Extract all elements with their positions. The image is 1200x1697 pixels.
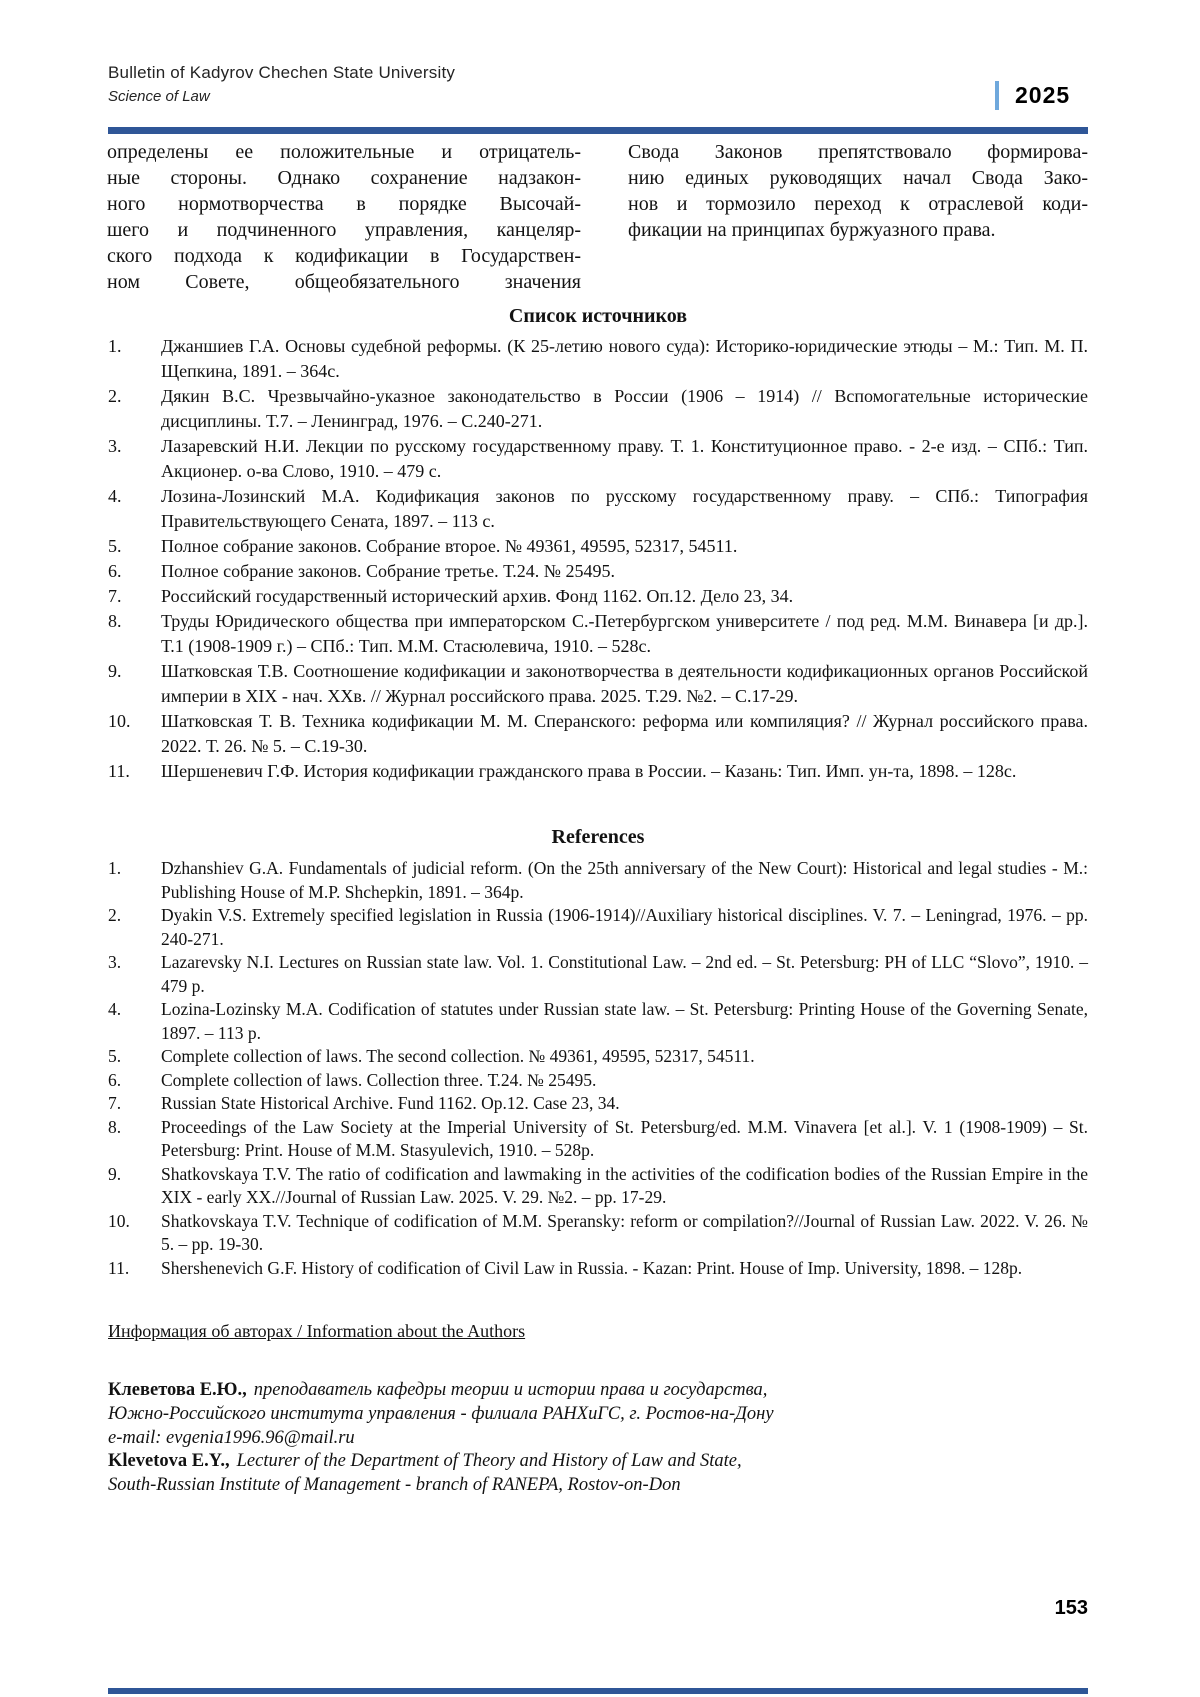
reference-number: 2. bbox=[108, 905, 122, 925]
intro-right-column bbox=[628, 139, 1088, 243]
reference-text: Джаншиев Г.А. Основы судебной реформы. (К 25-летию нового суда): Историко-юридические этюды – М.: Тип. М. П. Щепкина, 1891. – 364с. bbox=[161, 336, 1088, 381]
reference-text: Лозина-Лозинский М.А. Кодификация законов по русскому государственному праву. – СПб.: Типография Правительствующего Сената, 1897. – 113 с. bbox=[161, 486, 1088, 531]
intro-text-line: шего и подчиненного управления, канцеляр- bbox=[107, 219, 581, 241]
reference-number: 6. bbox=[108, 561, 122, 581]
reference-text: Dyakin V.S. Extremely specified legislation in Russia (1906-1914)//Auxiliary historical disciplines. V. 7. – Leningrad, 1976. – pp. 240-271. bbox=[161, 905, 1088, 949]
reference-item bbox=[108, 857, 1088, 904]
reference-number: 6. bbox=[108, 1069, 122, 1090]
author-name-en: Klevetova E.Y., bbox=[108, 1451, 230, 1472]
author-affiliation-ru: Южно-Российского института управления - филиала РАНХиГС, г. Ростов-на-Дону bbox=[108, 1403, 774, 1424]
sources-list bbox=[108, 334, 1088, 784]
reference-text: Полное собрание законов. Собрание второе. № 49361, 49595, 52317, 54511. bbox=[161, 536, 738, 556]
header-rule bbox=[108, 127, 1088, 134]
reference-text: Лазаревский Н.И. Лекции по русскому государственному праву. Т. 1. Конституционное право. - 2-е изд. – СПб.: Тип. Акционер. о-ва Слово, 1910. – 479 с. bbox=[161, 436, 1088, 481]
reference-number: 5. bbox=[108, 536, 122, 556]
page-number: 153 bbox=[1054, 1597, 1088, 1619]
reference-item bbox=[108, 1045, 1088, 1069]
reference-item bbox=[108, 759, 1088, 784]
reference-text: Dzhanshiev G.A. Fundamentals of judicial reform. (On the 25th anniversary of the New Court): Historical and legal studies - M.: Publishing House of M.P. Shchepkin, 1891. – 364p. bbox=[161, 858, 1088, 902]
intro-text-line: ского подхода к кодификации в Государствен- bbox=[107, 245, 581, 267]
reference-item bbox=[108, 484, 1088, 534]
intro-text-line: ные стороны. Однако сохранение надзакон- bbox=[107, 167, 581, 189]
reference-text: Шатковская Т.В. Соотношение кодификации и законотворчества в деятельности кодификационных органов Российской империи в XIX - нач. XXв. // Журнал российского права. 2025. Т.29. №2. – С.17-29. bbox=[161, 661, 1088, 706]
reference-text: Shatkovskaya T.V. Technique of codification of M.M. Speransky: reform or compilation?//Journal of Russian Law. 2022. V. 26. № 5. – pp. 19-30. bbox=[161, 1210, 1088, 1254]
reference-text: Шершеневич Г.Ф. История кодификации гражданского права в России. – Казань: Тип. Имп. ун-та, 1898. – 128с. bbox=[161, 761, 1017, 781]
reference-number: 4. bbox=[108, 999, 122, 1019]
reference-item bbox=[108, 559, 1088, 584]
reference-text: Complete collection of laws. The second collection. № 49361, 49595, 52317, 54511. bbox=[161, 1046, 755, 1066]
reference-number: 9. bbox=[108, 1163, 122, 1184]
author-line-en-1 bbox=[108, 1450, 774, 1474]
reference-number: 9. bbox=[108, 661, 122, 681]
reference-number: 8. bbox=[108, 1116, 122, 1137]
reference-item bbox=[108, 1092, 1088, 1116]
reference-item bbox=[108, 904, 1088, 951]
reference-text: Шатковская Т. В. Техника кодификации М. М. Сперанского: реформа или компиляция? // Журнал российского права. 2022. Т. 26. № 5. – С.19-30. bbox=[161, 711, 1088, 756]
reference-text: Shatkovskaya T.V. The ratio of codification and lawmaking in the activities of the codification bodies of the Russian Empire in the XIX - early XX.//Journal of Russian Law. 2025. V. 29. №2. – pp. 17-29. bbox=[161, 1163, 1088, 1207]
reference-item bbox=[108, 334, 1088, 384]
references-list bbox=[108, 857, 1088, 1280]
reference-number: 8. bbox=[108, 611, 122, 631]
author-name-ru: Клеветова Е.Ю., bbox=[108, 1380, 247, 1400]
journal-subtitle: Science of Law bbox=[108, 88, 210, 105]
reference-number: 1. bbox=[108, 336, 122, 356]
reference-item bbox=[108, 951, 1088, 998]
reference-text: Российский государственный исторический архив. Фонд 1162. Оп.12. Дело 23, 34. bbox=[161, 586, 794, 606]
reference-item bbox=[108, 1257, 1088, 1281]
reference-item bbox=[108, 1163, 1088, 1210]
reference-item bbox=[108, 709, 1088, 759]
intro-text-line: ном Совете, общеобязательного значения bbox=[107, 271, 581, 293]
reference-item bbox=[108, 1210, 1088, 1257]
reference-text: Lazarevsky N.I. Lectures on Russian state law. Vol. 1. Constitutional Law. – 2nd ed. – St. Petersburg: PH of LLC “Slovo”, 1910. – 479 p. bbox=[161, 952, 1088, 996]
reference-number: 4. bbox=[108, 486, 122, 506]
reference-number: 7. bbox=[108, 586, 122, 606]
intro-text-line: определены ее положительные и отрицатель- bbox=[107, 141, 581, 163]
intro-text-line: фикации на принципах буржуазного права. bbox=[628, 219, 996, 241]
reference-number: 11. bbox=[108, 1257, 130, 1278]
author-role-en: Lecturer of the Department of Theory and History of Law and State, bbox=[236, 1451, 742, 1472]
authors-block bbox=[108, 1379, 774, 1498]
reference-item bbox=[108, 534, 1088, 559]
reference-item bbox=[108, 659, 1088, 709]
intro-left-column bbox=[107, 139, 581, 295]
reference-number: 2. bbox=[108, 386, 122, 406]
reference-text: Труды Юридического общества при императорском С.-Петербургском университете / под ред. М.М. Винавера [и др.]. Т.1 (1908-1909 г.) – СПб.: Тип. М.М. Стасюлевича, 1910. – 528с. bbox=[161, 611, 1088, 656]
journal-title: Bulletin of Kadyrov Chechen State University bbox=[108, 63, 456, 82]
intro-text-line: нию единых руководящих начал Свода Зако- bbox=[628, 167, 1088, 189]
footer-rule bbox=[108, 1688, 1088, 1694]
reference-text: Russian State Historical Archive. Fund 1162. Op.12. Case 23, 34. bbox=[161, 1093, 620, 1113]
reference-number: 10. bbox=[108, 1210, 130, 1231]
reference-item bbox=[108, 434, 1088, 484]
year-accent-bar bbox=[995, 81, 999, 110]
author-email: e-mail: evgenia1996.96@mail.ru bbox=[108, 1427, 355, 1448]
reference-item bbox=[108, 609, 1088, 659]
reference-number: 3. bbox=[108, 952, 122, 972]
reference-item bbox=[108, 998, 1088, 1045]
reference-number: 10. bbox=[108, 711, 131, 731]
reference-item bbox=[108, 584, 1088, 609]
reference-text: Proceedings of the Law Society at the Imperial University of St. Petersburg/ed. M.M. Vinavera [et al.]. V. 1 (1908-1909) – St. Petersburg: Print. House of M.M. Stasyulevich, 1910. – 528p. bbox=[161, 1116, 1088, 1160]
reference-item bbox=[108, 1116, 1088, 1163]
authors-heading: Информация об авторах / Information about the Authors bbox=[108, 1321, 526, 1341]
year-label: 2025 bbox=[1015, 82, 1071, 108]
reference-number: 1. bbox=[108, 858, 122, 878]
author-affiliation-en: South-Russian Institute of Management - branch of RANEPA, Rostov-on-Don bbox=[108, 1475, 681, 1496]
reference-item bbox=[108, 1069, 1088, 1093]
intro-text-line: Свода Законов препятствовало формирова- bbox=[628, 141, 1088, 163]
reference-text: Shershenevich G.F. History of codification of Civil Law in Russia. - Kazan: Print. House of Imp. University, 1898. – 128p. bbox=[161, 1257, 1023, 1278]
author-role-ru: преподаватель кафедры теории и истории права и государства, bbox=[253, 1380, 768, 1400]
reference-item bbox=[108, 384, 1088, 434]
author-line-ru-1 bbox=[108, 1379, 774, 1403]
reference-text: Lozina-Lozinsky M.A. Codification of statutes under Russian state law. – St. Petersburg: Printing House of the Governing Senate, 1897. – 113 p. bbox=[161, 999, 1088, 1043]
references-heading: References bbox=[551, 826, 645, 848]
reference-number: 5. bbox=[108, 1046, 122, 1066]
sources-heading: Список источников bbox=[508, 305, 688, 327]
reference-text: Дякин В.С. Чрезвычайно-указное законодательство в России (1906 – 1914) // Вспомогательные исторические дисциплины. Т.7. – Ленинград, 1976. – С.240-271. bbox=[161, 386, 1088, 431]
intro-text-line: нов и тормозило переход к отраслевой коди- bbox=[628, 193, 1088, 215]
year-block bbox=[995, 81, 1070, 110]
reference-text: Complete collection of laws. Collection three. Т.24. № 25495. bbox=[161, 1069, 597, 1090]
intro-text-line: ного нормотворчества в порядке Высочай- bbox=[107, 193, 581, 215]
reference-number: 11. bbox=[108, 761, 130, 781]
reference-text: Полное собрание законов. Собрание третье. Т.24. № 25495. bbox=[161, 561, 615, 581]
reference-number: 3. bbox=[108, 436, 122, 456]
reference-number: 7. bbox=[108, 1093, 122, 1113]
